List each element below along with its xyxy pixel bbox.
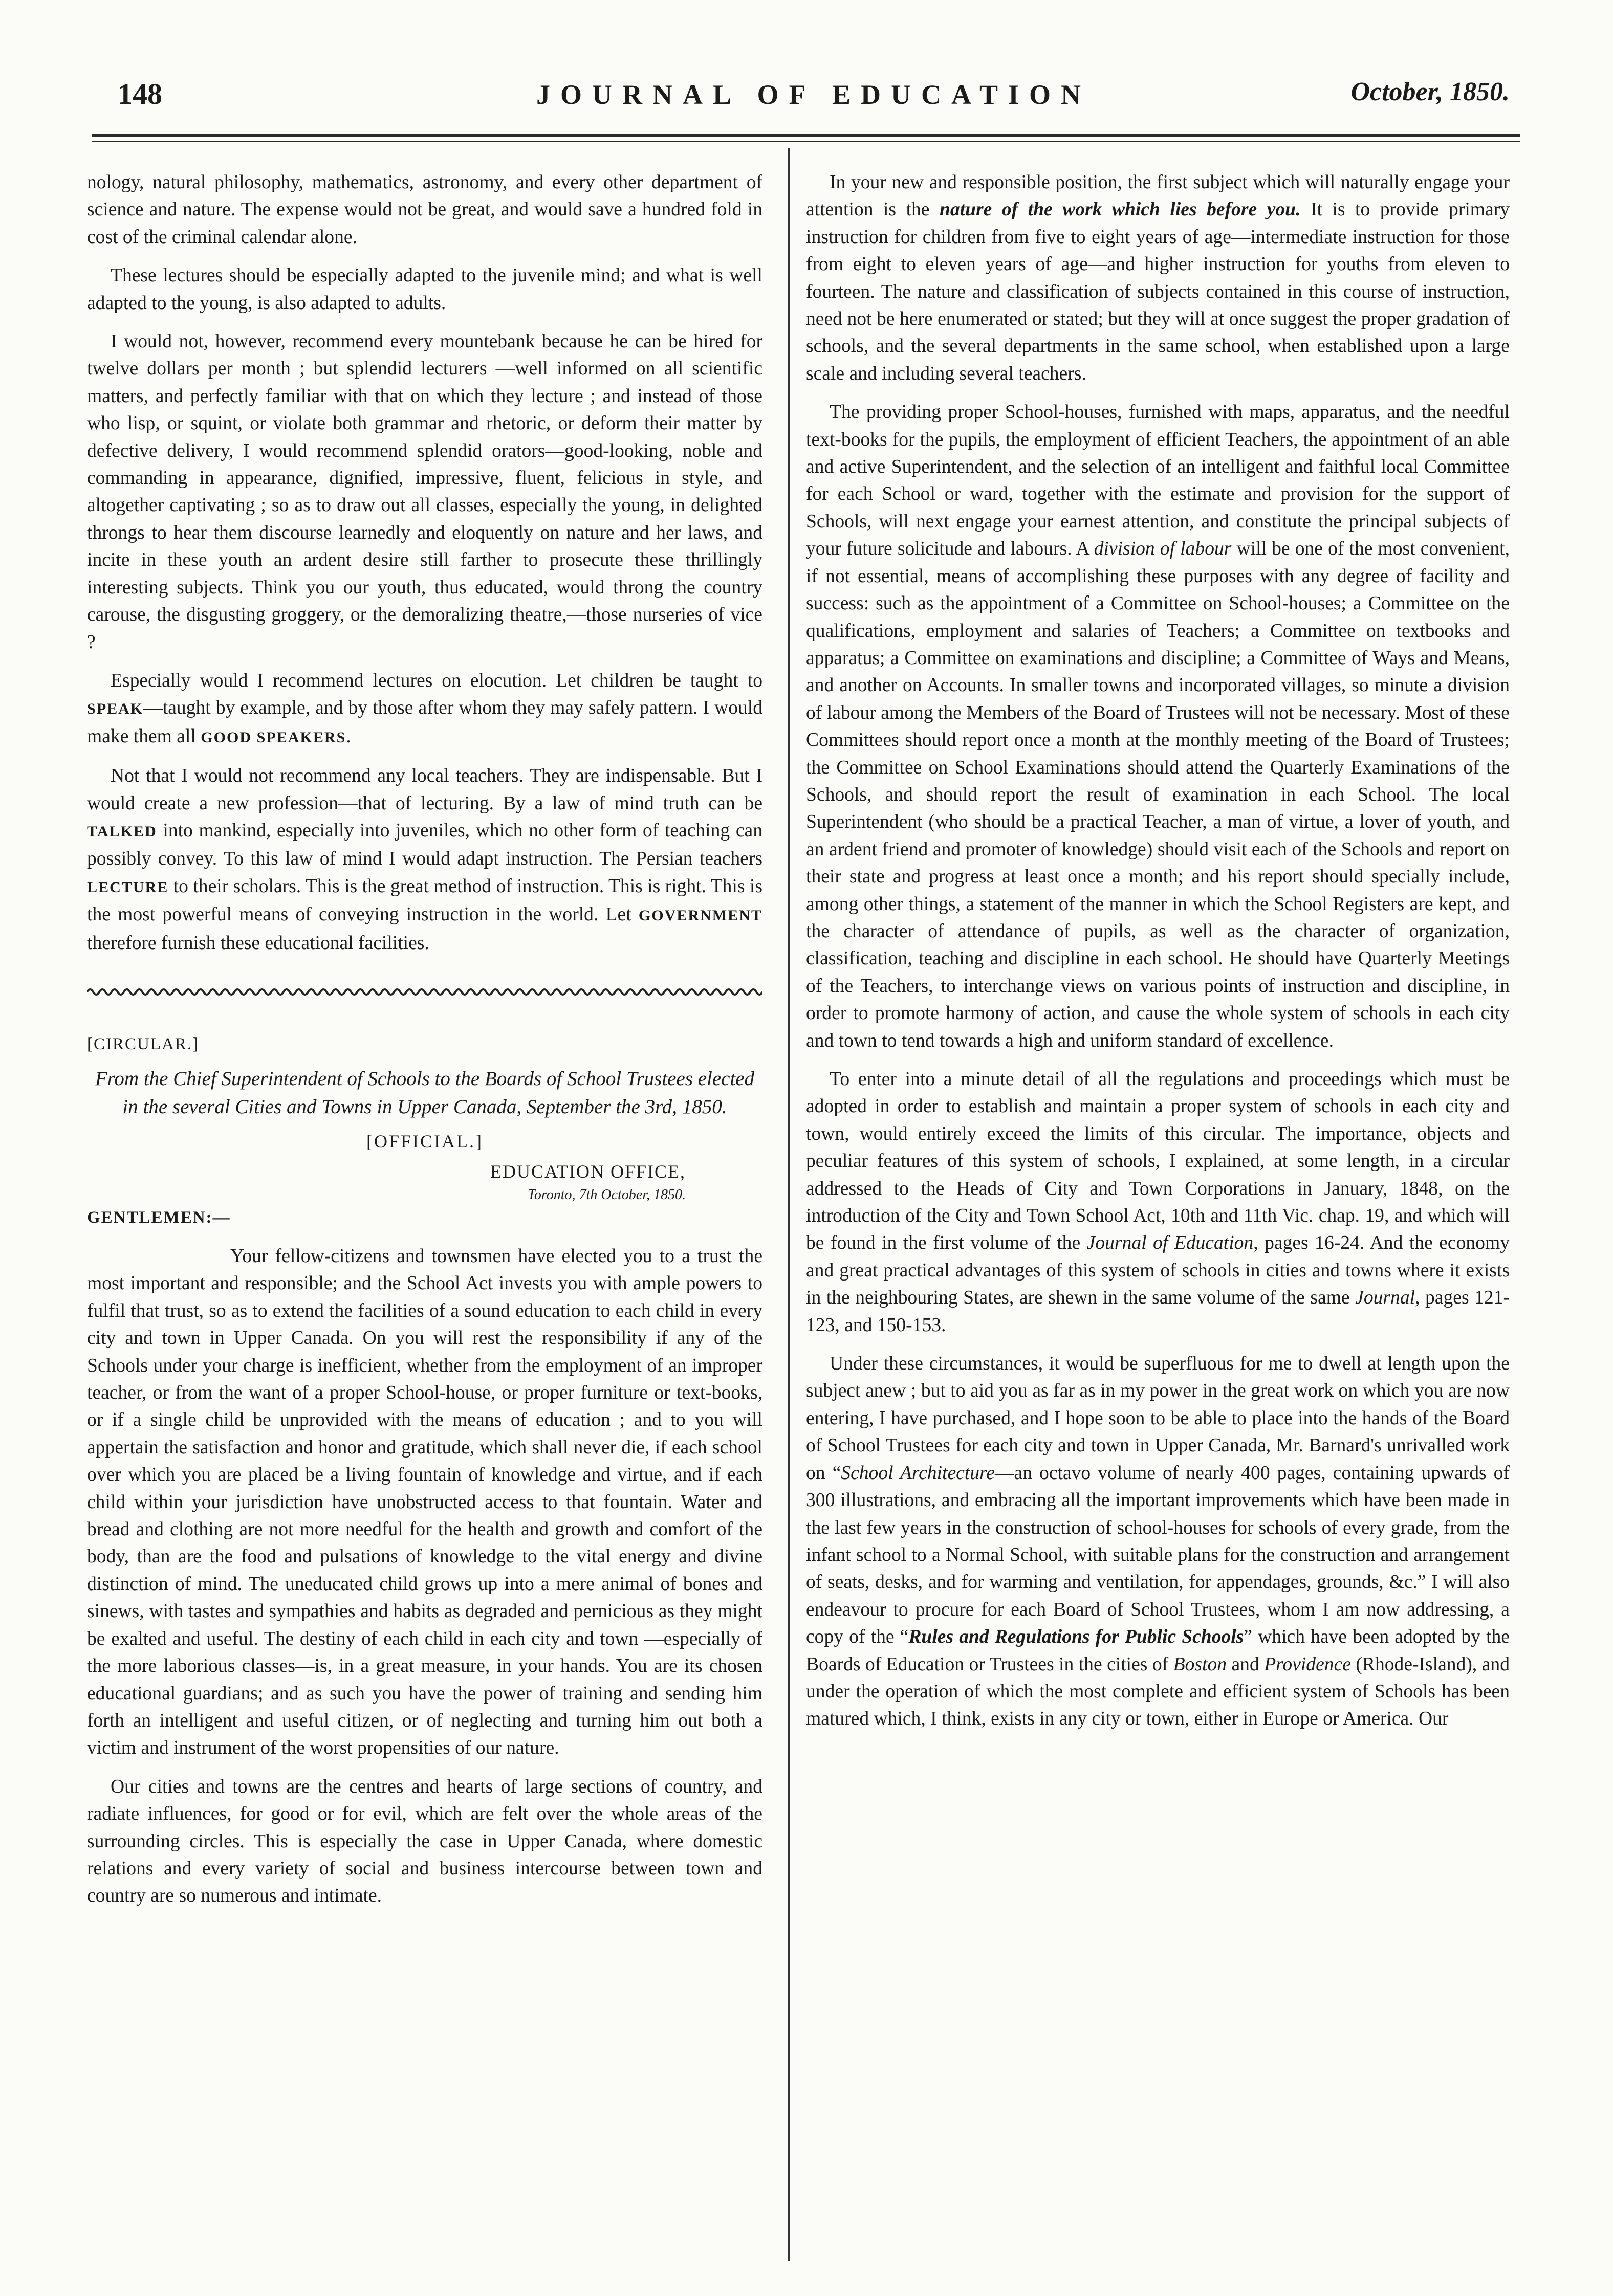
paragraph xyxy=(806,169,1510,387)
text-run: Especially would I recommend lectures on elocution. Let children be taught to xyxy=(111,670,762,691)
text-run: In your new and responsible position, the first subject which will naturally engage your attention is the xyxy=(806,172,1510,220)
text-run: into mankind, especially into juveniles, which no other form of teaching can possibly convey. To this law of mind I would adapt instruction. The Persian teachers xyxy=(87,820,762,870)
text-run: Under these circumstances, it would be superfluous for me to dwell at length upon the subject anew ; but to aid you as far as in my power in the great work on which you are now entering, I have purchased, and I hope soon to be able to place into the hands of the Board of School Trustees for each city and town in Upper Canada, Mr. Barnard's unrivalled work on “ xyxy=(806,1353,1510,1484)
page-number: 148 xyxy=(118,77,162,111)
text-run: —taught by example, and by those after whom they may safely pattern. I would make them all xyxy=(87,697,762,747)
text-run: To enter into a minute detail of all the regulations and proceedings which must be adopted in order to establish and maintain a proper system of schools in each city and town, would entirely exceed the limits of this circular. The importance, objects and peculiar features of this system of schools, I explained, at some length, in a circular addressed to the Heads of City and Town Corporations in January, 1848, on the introduction of the City and Town School Act, 10th and 11th Vic. chap. 19, and which will be found in the first volume of the xyxy=(806,1069,1510,1254)
paragraph xyxy=(806,1066,1510,1339)
paragraph: Your fellow-citizens and townsmen have elected you to a trust the most important and responsible; and the School Act invests you with ample powers to fulfil that trust, so as to extend the facilities of a sound education to each child in every city and town in Upper Canada. On you will rest the responsibility if any of the Schools under your charge is inefficient, whether from the employment of an improper teacher, or from the want of a proper School-house, or proper furniture or text-books, or if a single child be unprovided with the means of education ; and to you will appertain the satisfaction and honor and gratitude, which shall never die, if each school over which you are placed be a living fountain of knowledge and virtue, and if each child within your jurisdiction have unobstructed access to that fountain. Water and bread and clothing are not more needful for the health and growth and comfort of the body, than are the food and pulsations of knowledge to the vital energy and divine distinction of mind. The uneducated child grows up into a mere animal of bones and sinews, with tastes and sympathies and habits as degraded and pernicious as they might be exalted and useful. The destiny of each child in each city and town —especially of the more laborious classes—is, in a great measure, in your hands. You are its chosen educational guardians; and as such you have the power of training and sending him forth an intelligent and useful citizen, or of neglecting and turning him out both a victim and instrument of the worst propensities of our nature. xyxy=(87,1246,762,1759)
text-run: It is to provide primary instruction for children from five to eight years of age—intermediate instruction for those from eight to eleven years of age—and higher instruction for youths from eleven to fourteen. The nature and classification of subjects contained in this course of instruction, need not be here enumerated or stated; but they will at once suggest the proper gradation of schools, and the several departments in the same school, when established upon a large scale and including several teachers. xyxy=(806,199,1510,384)
text-run: —an octavo volume of nearly 400 pages, containing upwards of 300 illustrations, and embracing all the important improvements which have been made in the last few years in the construction of school-houses for schools of every grade, from the infant school to a Normal School, with suitable plans for the construction and arrangement of seats, desks, and for warming and ventilation, for appendages, grounds, &c.” I will also endeavour to procure for each Board of School Trustees, whom I am now addressing, a copy of the “ xyxy=(806,1462,1510,1648)
emphasis: Boston xyxy=(1173,1653,1227,1675)
text-run: (Rhode-Island), and under the operation of which the most complete and efficient system of Schools has been matured which, I think, exists in any city or town, either in Europe or America. Our xyxy=(806,1653,1510,1730)
left-column xyxy=(87,169,762,1921)
emphasis: Journal xyxy=(1355,1287,1415,1309)
small-caps-word: GOOD SPEAKERS xyxy=(201,728,346,746)
paragraph xyxy=(806,1350,1510,1733)
paragraph xyxy=(87,667,762,751)
text-run: therefore furnish these educational facilities. xyxy=(87,932,429,954)
small-caps-word: LECTURE xyxy=(87,878,169,896)
text-run: and xyxy=(1227,1653,1265,1675)
circular-tag: [CIRCULAR.] xyxy=(87,1035,200,1054)
emphasis: Journal of Education xyxy=(1086,1232,1254,1254)
paragraph xyxy=(87,762,762,957)
column-divider xyxy=(788,148,790,2261)
issue-date: October, 1850. xyxy=(1350,77,1510,106)
text-run: . xyxy=(346,725,351,747)
salutation: GENTLEMEN:— xyxy=(87,1208,231,1227)
paragraph: I would not, however, recommend every mountebank because he can be hired for twelve dollars per month ; but splendid lecturers —well informed on all scientific matters, and perfectly familiar with that on which they lecture ; and instead of those who lisp, or squint, or violate both grammar and rhetoric, or deform their matter by defective delivery, I would recommend splendid orators—good-looking, noble and commanding in appearance, dignified, impressive, fluent, felicious in style, and altogether captivating ; so as to draw out all classes, especially the young, in delighted throngs to hear them discourse learnedly and eloquently on nature and her laws, and incite in these youth an ardent desire still farther to prosecute these thrillingly interesting subjects. Think you our youth, thus educated, would throng the country carouse, the disgusting groggery, or the demoralizing theatre,—those nurseries of vice ? xyxy=(87,331,762,653)
small-caps-word: SPEAK xyxy=(87,700,144,718)
text-run: Not that I would not recommend any local teachers. They are indispensable. But I would create a new profession—that of lecturing. By a law of mind truth can be xyxy=(87,765,762,814)
wavy-divider xyxy=(87,984,762,1000)
small-caps-word: TALKED xyxy=(87,822,157,840)
journal-title: JOURNAL OF EDUCATION xyxy=(536,79,1092,110)
official-tag: [OFFICIAL.] xyxy=(366,1131,483,1152)
text-run: The providing proper School-houses, furnished with maps, apparatus, and the needful text-books for the pupils, the employment of efficient Teachers, the appointment of an able and active Superintendent, and the selection of an intelligent and faithful local Committee for each School or ward, together with the estimate and provision for the support of Schools, will next engage your earnest attention, and constitute the principal subjects of your future solicitude and labours. A xyxy=(806,402,1510,560)
paragraph: Our cities and towns are the centres and hearts of large sections of country, and radiate influences, for good or for evil, which are felt over the whole areas of the surrounding circles. This is especially the case in Upper Canada, where domestic relations and every variety of social and business intercourse between town and country are so numerous and intimate. xyxy=(87,1776,762,1907)
circular-heading: From the Chief Superintendent of Schools to the Boards of School Trustees elected in the several Cities and Towns in Upper Canada, September the 3rd, 1850. xyxy=(95,1067,755,1118)
text-run: to their scholars. This is the great method of instruction. This is right. This is the most powerful means of conveying instruction in the world. Let xyxy=(87,875,762,925)
emphasis: Rules and Regulations for Public Schools xyxy=(908,1626,1244,1648)
office-name: EDUCATION OFFICE, xyxy=(490,1161,686,1182)
running-head xyxy=(118,77,1510,128)
header-rule-thin xyxy=(92,141,1520,142)
paragraph xyxy=(806,399,1510,1054)
emphasis: School Architecture xyxy=(841,1462,995,1484)
text-run: will be one of the most convenient, if not essential, means of accomplishing these purposes with any degree of facility and success: such as the appointment of a Committee on School-houses; a Committee on the qualifications, employment and salaries of Teachers; a Committee on textbooks and apparatus; a Committee on examinations and discipline; a Committee of Ways and Means, and another on Accounts. In smaller towns and incorporated villages, so minute a division of labour among the Members of the Board of Trustees will not be necessary. Most of these Committees should report once a month at the monthly meeting of the Board of Trustees; the Committee on School Examinations should attend the Quarterly Examinations of the Schools, and should report the result of examination in each School. The local Superintendent (who should be a practical Teacher, a man of virtue, a lover of youth, and an ardent friend and promoter of knowledge) should visit each of the Schools and report on their state and progress at least once a month; and his report should specially include, among other things, a statement of the manner in which the School Registers are kept, and the character of attendance of pupils, as well as the character of organization, classification, teaching and discipline in each school. He should have Quarterly Meetings of the Teachers, to interchange views on various points of instruction and discipline, in order to promote harmony of action, and cause the whole system of schools in each city and town to tend towards a high and uniform standard of excellence. xyxy=(806,538,1510,1051)
paragraph: nology, natural philosophy, mathematics, astronomy, and every other department of science and nature. The expense would not be great, and would save a hundred fold in cost of the criminal calendar alone. xyxy=(87,172,762,248)
paragraph: These lectures should be especially adapted to the juvenile mind; and what is well adapted to the young, is also adapted to adults. xyxy=(87,265,762,314)
emphasis: Providence xyxy=(1264,1653,1351,1675)
header-rule xyxy=(92,134,1520,137)
text-run: , pages 121-123, and 150-153. xyxy=(806,1287,1510,1336)
emphasis: nature of the work which lies before you. xyxy=(939,199,1301,220)
right-column xyxy=(806,169,1510,1744)
small-caps-word: GOVERNMENT xyxy=(638,907,762,924)
text-run: ” which have been adopted by the Boards of Education or Trustees in the cities of xyxy=(806,1626,1510,1675)
emphasis: division of labour xyxy=(1094,538,1232,560)
office-date: Toronto, 7th October, 1850. xyxy=(527,1186,686,1203)
text-run: , pages 16-24. And the economy and great practical advantages of this system of schools in cities and towns where it exists in the neighbouring States, are shewn in the same volume of the same xyxy=(806,1232,1510,1309)
